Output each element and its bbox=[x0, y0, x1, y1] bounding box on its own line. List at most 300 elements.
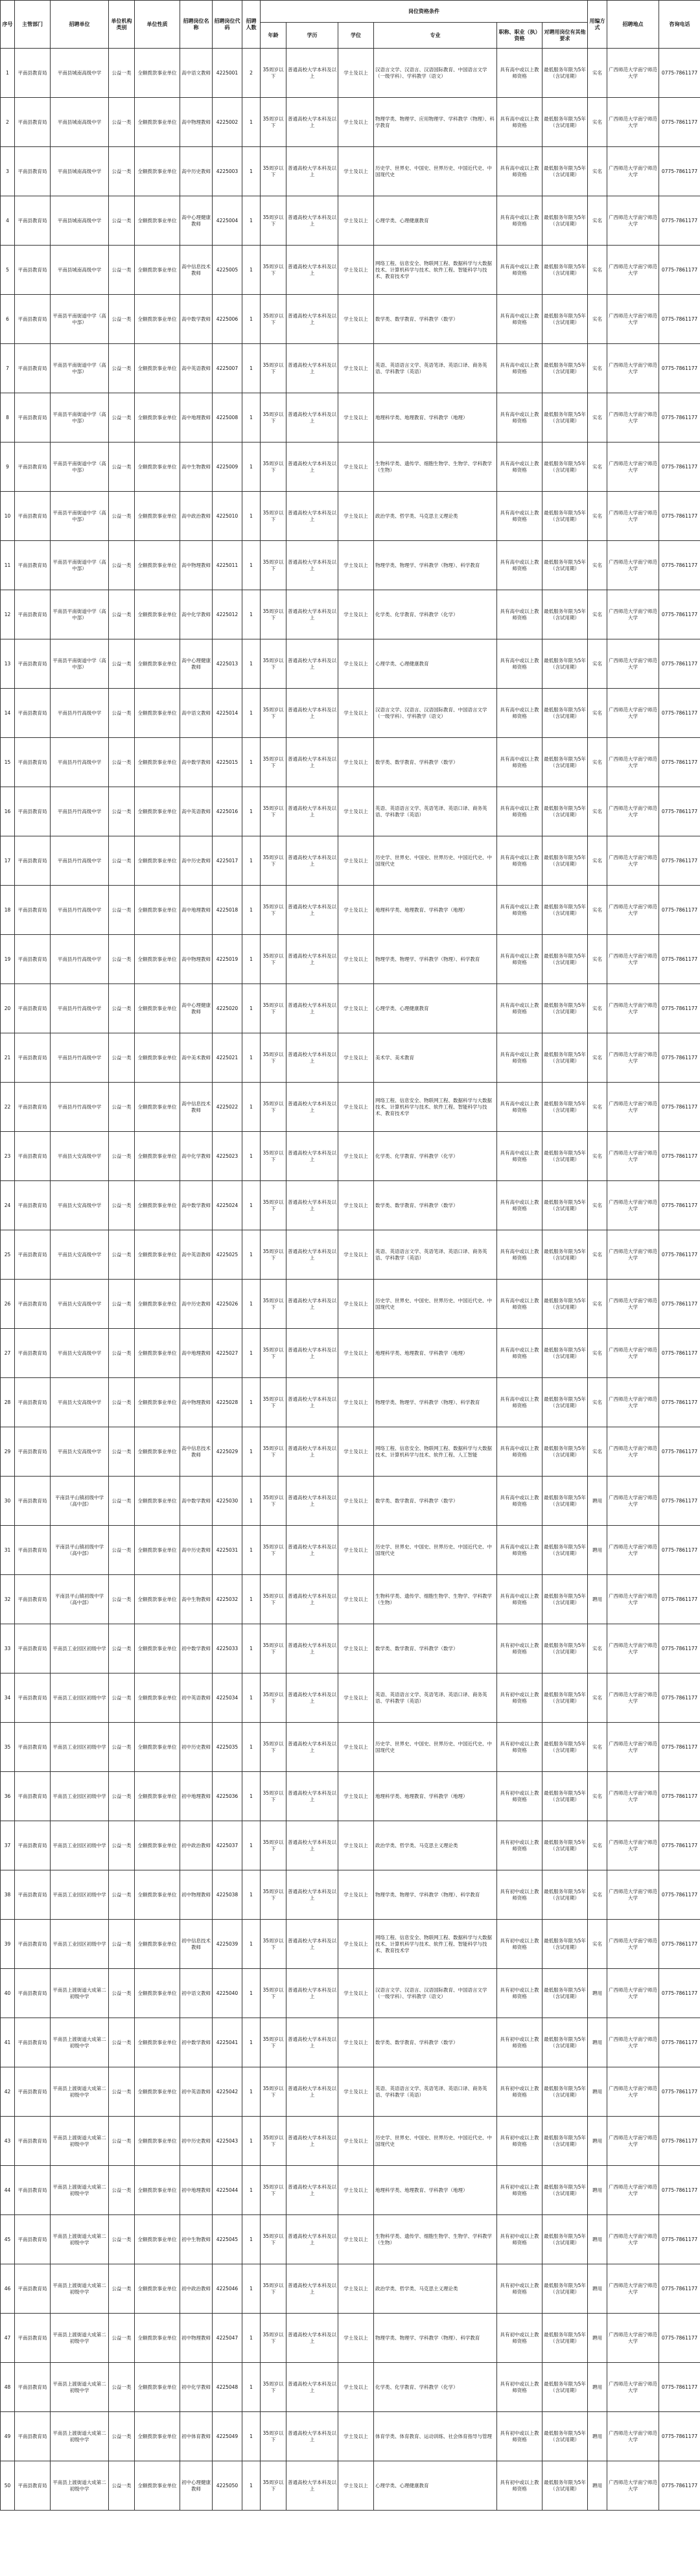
cell-title: 具有初中或以上教师资格 bbox=[497, 2018, 542, 2067]
cell-degree: 学士及以上 bbox=[338, 1230, 374, 1280]
cell-post-code: 4225014 bbox=[213, 689, 242, 738]
cell-site: 广西师范大学南宁师范大学 bbox=[607, 787, 659, 836]
table-row bbox=[1, 2215, 700, 2264]
cell-other: 最低服务年限为5年（含试用期） bbox=[542, 393, 588, 443]
cell-org-type: 公益一类 bbox=[109, 1870, 135, 1920]
cell-degree: 学士及以上 bbox=[338, 1378, 374, 1427]
cell-degree: 学士及以上 bbox=[338, 492, 374, 541]
cell-other: 最低服务年限为5年（含试用期） bbox=[542, 738, 588, 787]
cell-unit: 平南县上渡街道大成第二初级中学 bbox=[51, 2461, 109, 2511]
cell-post-name: 初中数学教师 bbox=[180, 1624, 213, 1673]
cell-edu: 普通高校大学本科及以上 bbox=[286, 98, 338, 147]
cell-post-code: 4225012 bbox=[213, 590, 242, 639]
cell-title: 具有高中或以上教师资格 bbox=[497, 196, 542, 246]
cell-post-name: 高中物理教师 bbox=[180, 1378, 213, 1427]
table-row bbox=[1, 492, 700, 541]
cell-contact: 0775-7861177 bbox=[659, 541, 700, 590]
cell-post-name: 高中语文教师 bbox=[180, 689, 213, 738]
cell-unit: 平南县丹竹高级中学 bbox=[51, 738, 109, 787]
cell-seq: 21 bbox=[1, 1033, 15, 1083]
cell-post-name: 初中化学教师 bbox=[180, 2363, 213, 2412]
cell-degree: 学士及以上 bbox=[338, 2117, 374, 2166]
table-row bbox=[1, 1033, 700, 1083]
cell-count: 1 bbox=[242, 1575, 261, 1624]
cell-seq: 49 bbox=[1, 2412, 15, 2461]
cell-unit: 平南县丹竹高级中学 bbox=[51, 984, 109, 1033]
cell-unit-nature: 全额拨款事业单位 bbox=[135, 1526, 180, 1575]
cell-contact: 0775-7861177 bbox=[659, 836, 700, 886]
cell-age: 35周岁以下 bbox=[261, 2461, 286, 2511]
cell-dept: 平南县教育局 bbox=[15, 196, 51, 246]
cell-edu: 普通高校大学本科及以上 bbox=[286, 1673, 338, 1723]
cell-post-code: 4225002 bbox=[213, 98, 242, 147]
cell-dept: 平南县教育局 bbox=[15, 443, 51, 492]
cell-count: 1 bbox=[242, 295, 261, 344]
cell-seq: 17 bbox=[1, 836, 15, 886]
cell-dept: 平南县教育局 bbox=[15, 1280, 51, 1329]
cell-title: 具有高中或以上教师资格 bbox=[497, 689, 542, 738]
cell-age: 35周岁以下 bbox=[261, 1821, 286, 1870]
cell-edu: 普通高校大学本科及以上 bbox=[286, 443, 338, 492]
cell-org-type: 公益一类 bbox=[109, 2117, 135, 2166]
cell-count: 1 bbox=[242, 1230, 261, 1280]
cell-edu: 普通高校大学本科及以上 bbox=[286, 147, 338, 196]
cell-site: 广西师范大学南宁师范大学 bbox=[607, 49, 659, 98]
cell-post-code: 4225029 bbox=[213, 1427, 242, 1477]
cell-site: 广西师范大学南宁师范大学 bbox=[607, 541, 659, 590]
cell-age: 35周岁以下 bbox=[261, 2314, 286, 2363]
table-row bbox=[1, 1772, 700, 1821]
cell-count: 1 bbox=[242, 1673, 261, 1723]
cell-seq: 13 bbox=[1, 639, 15, 689]
cell-recruit: 实名 bbox=[588, 1329, 607, 1378]
cell-other: 最低服务年限为5年（含试用期） bbox=[542, 984, 588, 1033]
cell-age: 35周岁以下 bbox=[261, 1673, 286, 1723]
cell-age: 35周岁以下 bbox=[261, 1969, 286, 2018]
cell-site: 广西师范大学南宁师范大学 bbox=[607, 2117, 659, 2166]
cell-org-type: 公益一类 bbox=[109, 590, 135, 639]
cell-title: 具有高中或以上教师资格 bbox=[497, 443, 542, 492]
cell-count: 1 bbox=[242, 1033, 261, 1083]
cell-unit-nature: 全额拨款事业单位 bbox=[135, 1329, 180, 1378]
cell-post-name: 初中地理教师 bbox=[180, 1772, 213, 1821]
cell-org-type: 公益一类 bbox=[109, 1821, 135, 1870]
cell-edu: 普通高校大学本科及以上 bbox=[286, 492, 338, 541]
cell-recruit: 实名 bbox=[588, 886, 607, 935]
cell-other: 最低服务年限为5年（含试用期） bbox=[542, 1230, 588, 1280]
cell-post-code: 4225041 bbox=[213, 2018, 242, 2067]
cell-count: 1 bbox=[242, 2264, 261, 2314]
header-org-type: 单位机构类别 bbox=[109, 1, 135, 49]
cell-count: 1 bbox=[242, 147, 261, 196]
cell-major: 生物科学类、遗传学、细胞生物学、生物学、学科教学（生物） bbox=[374, 443, 497, 492]
cell-org-type: 公益一类 bbox=[109, 1969, 135, 2018]
cell-degree: 学士及以上 bbox=[338, 2461, 374, 2511]
cell-age: 35周岁以下 bbox=[261, 886, 286, 935]
cell-dept: 平南县教育局 bbox=[15, 1477, 51, 1526]
cell-site: 广西师范大学南宁师范大学 bbox=[607, 1526, 659, 1575]
cell-seq: 31 bbox=[1, 1526, 15, 1575]
cell-degree: 学士及以上 bbox=[338, 1033, 374, 1083]
cell-site: 广西师范大学南宁师范大学 bbox=[607, 836, 659, 886]
cell-site: 广西师范大学南宁师范大学 bbox=[607, 443, 659, 492]
table-row bbox=[1, 2461, 700, 2511]
cell-org-type: 公益一类 bbox=[109, 393, 135, 443]
cell-contact: 0775-7861177 bbox=[659, 49, 700, 98]
cell-seq: 27 bbox=[1, 1329, 15, 1378]
cell-other: 最低服务年限为5年（含试用期） bbox=[542, 1280, 588, 1329]
cell-org-type: 公益一类 bbox=[109, 1920, 135, 1969]
cell-unit: 平南县丹竹高级中学 bbox=[51, 836, 109, 886]
cell-major: 网络工程、信息安全、物联网工程、数据科学与大数据技术、计算机科学与技术、软件工程、智能科学与技术、教育技术学 bbox=[374, 1083, 497, 1132]
cell-title: 具有高中或以上教师资格 bbox=[497, 1230, 542, 1280]
cell-contact: 0775-7861177 bbox=[659, 2117, 700, 2166]
cell-count: 1 bbox=[242, 836, 261, 886]
cell-count: 1 bbox=[242, 1920, 261, 1969]
cell-other: 最低服务年限为5年（含试用期） bbox=[542, 2166, 588, 2215]
cell-edu: 普通高校大学本科及以上 bbox=[286, 1230, 338, 1280]
cell-org-type: 公益一类 bbox=[109, 1624, 135, 1673]
cell-dept: 平南县教育局 bbox=[15, 295, 51, 344]
cell-age: 35周岁以下 bbox=[261, 1280, 286, 1329]
cell-dept: 平南县教育局 bbox=[15, 1132, 51, 1181]
cell-recruit: 聘用 bbox=[588, 2018, 607, 2067]
cell-edu: 普通高校大学本科及以上 bbox=[286, 984, 338, 1033]
cell-org-type: 公益一类 bbox=[109, 1378, 135, 1427]
cell-other: 最低服务年限为5年（含试用期） bbox=[542, 1772, 588, 1821]
cell-age: 35周岁以下 bbox=[261, 1526, 286, 1575]
cell-unit-nature: 全额拨款事业单位 bbox=[135, 541, 180, 590]
cell-seq: 4 bbox=[1, 196, 15, 246]
cell-unit-nature: 全额拨款事业单位 bbox=[135, 2412, 180, 2461]
cell-dept: 平南县教育局 bbox=[15, 2363, 51, 2412]
cell-major: 美术学、美术教育 bbox=[374, 1033, 497, 1083]
cell-count: 1 bbox=[242, 1526, 261, 1575]
cell-dept: 平南县教育局 bbox=[15, 2264, 51, 2314]
cell-title: 具有高中或以上教师资格 bbox=[497, 738, 542, 787]
cell-recruit: 聘用 bbox=[588, 2166, 607, 2215]
cell-count: 1 bbox=[242, 1132, 261, 1181]
cell-org-type: 公益一类 bbox=[109, 639, 135, 689]
cell-post-name: 高中英语教师 bbox=[180, 344, 213, 393]
cell-post-name: 高中地理教师 bbox=[180, 1329, 213, 1378]
cell-seq: 33 bbox=[1, 1624, 15, 1673]
cell-dept: 平南县教育局 bbox=[15, 1575, 51, 1624]
cell-age: 35周岁以下 bbox=[261, 246, 286, 295]
cell-dept: 平南县教育局 bbox=[15, 2215, 51, 2264]
cell-dept: 平南县教育局 bbox=[15, 98, 51, 147]
cell-post-code: 4225035 bbox=[213, 1723, 242, 1772]
table-row bbox=[1, 984, 700, 1033]
cell-major: 生物科学类、遗传学、细胞生物学、生物学、学科教学（生物） bbox=[374, 1575, 497, 1624]
cell-recruit: 聘用 bbox=[588, 2461, 607, 2511]
cell-count: 1 bbox=[242, 2363, 261, 2412]
cell-dept: 平南县教育局 bbox=[15, 1230, 51, 1280]
cell-post-code: 4225033 bbox=[213, 1624, 242, 1673]
table-row bbox=[1, 2412, 700, 2461]
cell-recruit: 实名 bbox=[588, 984, 607, 1033]
cell-unit: 平南县工业园区初级中学 bbox=[51, 1624, 109, 1673]
header-post-name: 招聘岗位名称 bbox=[180, 1, 213, 49]
cell-major: 物理学类、物理学、学科教学（物理）、科学教育 bbox=[374, 935, 497, 984]
cell-unit: 平南县平南街道中学（高中部） bbox=[51, 393, 109, 443]
cell-recruit: 实名 bbox=[588, 1083, 607, 1132]
table-row bbox=[1, 246, 700, 295]
table-row bbox=[1, 443, 700, 492]
cell-post-code: 4225028 bbox=[213, 1378, 242, 1427]
cell-seq: 36 bbox=[1, 1772, 15, 1821]
cell-degree: 学士及以上 bbox=[338, 1624, 374, 1673]
cell-degree: 学士及以上 bbox=[338, 2314, 374, 2363]
cell-unit: 平南县上渡街道大成第二初级中学 bbox=[51, 2117, 109, 2166]
cell-age: 35周岁以下 bbox=[261, 1920, 286, 1969]
cell-title: 具有初中或以上教师资格 bbox=[497, 1723, 542, 1772]
cell-org-type: 公益一类 bbox=[109, 344, 135, 393]
cell-site: 广西师范大学南宁师范大学 bbox=[607, 1181, 659, 1230]
cell-other: 最低服务年限为5年（含试用期） bbox=[542, 1673, 588, 1723]
cell-unit-nature: 全额拨款事业单位 bbox=[135, 1969, 180, 2018]
cell-post-name: 高中信息技术教师 bbox=[180, 1427, 213, 1477]
cell-dept: 平南县教育局 bbox=[15, 541, 51, 590]
cell-title: 具有高中或以上教师资格 bbox=[497, 246, 542, 295]
cell-major: 英语、英语语言文学、英语笔译、英语口译、商务英语、学科教学（英语） bbox=[374, 2067, 497, 2117]
cell-seq: 19 bbox=[1, 935, 15, 984]
cell-unit-nature: 全额拨款事业单位 bbox=[135, 1427, 180, 1477]
cell-title: 具有高中或以上教师资格 bbox=[497, 984, 542, 1033]
cell-dept: 平南县教育局 bbox=[15, 1181, 51, 1230]
header-recruit: 用编方式 bbox=[588, 1, 607, 49]
cell-org-type: 公益一类 bbox=[109, 1329, 135, 1378]
table-row bbox=[1, 147, 700, 196]
cell-age: 35周岁以下 bbox=[261, 2067, 286, 2117]
cell-recruit: 聘用 bbox=[588, 1575, 607, 1624]
cell-dept: 平南县教育局 bbox=[15, 1870, 51, 1920]
cell-unit-nature: 全额拨款事业单位 bbox=[135, 246, 180, 295]
cell-recruit: 实名 bbox=[588, 1870, 607, 1920]
cell-edu: 普通高校大学本科及以上 bbox=[286, 1526, 338, 1575]
cell-degree: 学士及以上 bbox=[338, 1526, 374, 1575]
table-row bbox=[1, 1673, 700, 1723]
cell-seq: 29 bbox=[1, 1427, 15, 1477]
cell-contact: 0775-7861177 bbox=[659, 1033, 700, 1083]
table-header bbox=[1, 1, 700, 49]
cell-count: 1 bbox=[242, 1821, 261, 1870]
cell-contact: 0775-7861177 bbox=[659, 1083, 700, 1132]
cell-post-code: 4225025 bbox=[213, 1230, 242, 1280]
cell-post-code: 4225026 bbox=[213, 1280, 242, 1329]
cell-site: 广西师范大学南宁师范大学 bbox=[607, 492, 659, 541]
cell-other: 最低服务年限为5年（含试用期） bbox=[542, 886, 588, 935]
cell-post-name: 初中地理教师 bbox=[180, 2166, 213, 2215]
cell-unit: 平南县上渡街道大成第二初级中学 bbox=[51, 2166, 109, 2215]
cell-unit-nature: 全额拨款事业单位 bbox=[135, 984, 180, 1033]
table-row bbox=[1, 2018, 700, 2067]
cell-post-code: 4225032 bbox=[213, 1575, 242, 1624]
cell-post-name: 高中数学教师 bbox=[180, 1181, 213, 1230]
cell-contact: 0775-7861177 bbox=[659, 295, 700, 344]
cell-age: 35周岁以下 bbox=[261, 98, 286, 147]
cell-major: 地理科学类、地理教育、学科教学（地理） bbox=[374, 886, 497, 935]
cell-contact: 0775-7861177 bbox=[659, 984, 700, 1033]
cell-major: 化学类、化学教育、学科教学（化学） bbox=[374, 590, 497, 639]
table-row bbox=[1, 98, 700, 147]
cell-other: 最低服务年限为5年（含试用期） bbox=[542, 443, 588, 492]
cell-count: 1 bbox=[242, 1624, 261, 1673]
cell-post-code: 4225050 bbox=[213, 2461, 242, 2511]
cell-unit: 平南县平南街道中学（高中部） bbox=[51, 590, 109, 639]
table-row bbox=[1, 2363, 700, 2412]
cell-seq: 34 bbox=[1, 1673, 15, 1723]
cell-degree: 学士及以上 bbox=[338, 1329, 374, 1378]
cell-post-code: 4225027 bbox=[213, 1329, 242, 1378]
cell-post-name: 高中地理教师 bbox=[180, 886, 213, 935]
cell-edu: 普通高校大学本科及以上 bbox=[286, 886, 338, 935]
cell-contact: 0775-7861177 bbox=[659, 639, 700, 689]
cell-contact: 0775-7861177 bbox=[659, 1624, 700, 1673]
cell-contact: 0775-7861177 bbox=[659, 2363, 700, 2412]
cell-edu: 普通高校大学本科及以上 bbox=[286, 2018, 338, 2067]
cell-unit: 平南县平南街道中学（高中部） bbox=[51, 344, 109, 393]
cell-org-type: 公益一类 bbox=[109, 196, 135, 246]
cell-edu: 普通高校大学本科及以上 bbox=[286, 246, 338, 295]
cell-unit: 平南县丹竹高级中学 bbox=[51, 935, 109, 984]
cell-dept: 平南县教育局 bbox=[15, 2412, 51, 2461]
cell-count: 1 bbox=[242, 787, 261, 836]
cell-major: 历史学、世界史、中国史、世界历史、中国近代史、中国现代史 bbox=[374, 1526, 497, 1575]
cell-org-type: 公益一类 bbox=[109, 2166, 135, 2215]
cell-post-code: 4225024 bbox=[213, 1181, 242, 1230]
cell-post-name: 高中心理健康教师 bbox=[180, 196, 213, 246]
cell-edu: 普通高校大学本科及以上 bbox=[286, 2314, 338, 2363]
cell-title: 具有高中或以上教师资格 bbox=[497, 1033, 542, 1083]
cell-contact: 0775-7861177 bbox=[659, 393, 700, 443]
cell-dept: 平南县教育局 bbox=[15, 2461, 51, 2511]
table-row bbox=[1, 2166, 700, 2215]
cell-unit-nature: 全额拨款事业单位 bbox=[135, 492, 180, 541]
cell-degree: 学士及以上 bbox=[338, 49, 374, 98]
cell-post-code: 4225043 bbox=[213, 2117, 242, 2166]
cell-other: 最低服务年限为5年（含试用期） bbox=[542, 2461, 588, 2511]
cell-site: 广西师范大学南宁师范大学 bbox=[607, 2166, 659, 2215]
cell-org-type: 公益一类 bbox=[109, 1132, 135, 1181]
cell-recruit: 实名 bbox=[588, 196, 607, 246]
cell-other: 最低服务年限为5年（含试用期） bbox=[542, 147, 588, 196]
cell-major: 心理学类、心理健康教育 bbox=[374, 2461, 497, 2511]
cell-title: 具有高中或以上教师资格 bbox=[497, 1083, 542, 1132]
cell-other: 最低服务年限为5年（含试用期） bbox=[542, 49, 588, 98]
cell-dept: 平南县教育局 bbox=[15, 590, 51, 639]
cell-recruit: 实名 bbox=[588, 1772, 607, 1821]
cell-count: 1 bbox=[242, 492, 261, 541]
cell-count: 2 bbox=[242, 49, 261, 98]
cell-post-code: 4225044 bbox=[213, 2166, 242, 2215]
cell-seq: 14 bbox=[1, 689, 15, 738]
cell-title: 具有初中或以上教师资格 bbox=[497, 2264, 542, 2314]
cell-dept: 平南县教育局 bbox=[15, 1821, 51, 1870]
cell-contact: 0775-7861177 bbox=[659, 935, 700, 984]
cell-degree: 学士及以上 bbox=[338, 2215, 374, 2264]
table-row bbox=[1, 344, 700, 393]
cell-unit: 平南县平南街道中学（高中部） bbox=[51, 492, 109, 541]
cell-unit: 平南县工业园区初级中学 bbox=[51, 1821, 109, 1870]
cell-unit-nature: 全额拨款事业单位 bbox=[135, 1083, 180, 1132]
cell-site: 广西师范大学南宁师范大学 bbox=[607, 689, 659, 738]
cell-major: 心理学类、心理健康教育 bbox=[374, 196, 497, 246]
cell-seq: 15 bbox=[1, 738, 15, 787]
cell-contact: 0775-7861177 bbox=[659, 2067, 700, 2117]
table-row bbox=[1, 2314, 700, 2363]
cell-other: 最低服务年限为5年（含试用期） bbox=[542, 246, 588, 295]
cell-age: 35周岁以下 bbox=[261, 393, 286, 443]
cell-post-code: 4225034 bbox=[213, 1673, 242, 1723]
cell-age: 35周岁以下 bbox=[261, 541, 286, 590]
cell-count: 1 bbox=[242, 2067, 261, 2117]
cell-title: 具有高中或以上教师资格 bbox=[497, 1575, 542, 1624]
cell-edu: 普通高校大学本科及以上 bbox=[286, 1033, 338, 1083]
table-row bbox=[1, 1083, 700, 1132]
cell-title: 具有高中或以上教师资格 bbox=[497, 49, 542, 98]
table-row bbox=[1, 393, 700, 443]
cell-edu: 普通高校大学本科及以上 bbox=[286, 393, 338, 443]
cell-site: 广西师范大学南宁师范大学 bbox=[607, 639, 659, 689]
cell-org-type: 公益一类 bbox=[109, 886, 135, 935]
cell-seq: 50 bbox=[1, 2461, 15, 2511]
header-contact: 咨询电话 bbox=[659, 1, 700, 49]
table-row bbox=[1, 1870, 700, 1920]
cell-title: 具有高中或以上教师资格 bbox=[497, 344, 542, 393]
cell-title: 具有高中或以上教师资格 bbox=[497, 590, 542, 639]
cell-degree: 学士及以上 bbox=[338, 344, 374, 393]
cell-unit-nature: 全额拨款事业单位 bbox=[135, 295, 180, 344]
cell-major: 网络工程、信息安全、物联网工程、数据科学与大数据技术、计算机科学与技术、软件工程、人工智能 bbox=[374, 1427, 497, 1477]
cell-recruit: 聘用 bbox=[588, 2314, 607, 2363]
cell-post-code: 4225007 bbox=[213, 344, 242, 393]
cell-dept: 平南县教育局 bbox=[15, 2067, 51, 2117]
cell-degree: 学士及以上 bbox=[338, 590, 374, 639]
cell-post-code: 4225048 bbox=[213, 2363, 242, 2412]
cell-count: 1 bbox=[242, 1723, 261, 1772]
header-unit: 招聘单位 bbox=[51, 1, 109, 49]
cell-major: 历史学、世界史、中国史、世界历史、中国近代史、中国现代史 bbox=[374, 2117, 497, 2166]
cell-post-code: 4225015 bbox=[213, 738, 242, 787]
cell-unit: 平南县丹竹高级中学 bbox=[51, 787, 109, 836]
cell-contact: 0775-7861177 bbox=[659, 2461, 700, 2511]
cell-major: 网络工程、信息安全、物联网工程、数据科学与大数据技术、计算机科学与技术、软件工程、智能科学与技术、教育技术学 bbox=[374, 246, 497, 295]
cell-count: 1 bbox=[242, 886, 261, 935]
cell-major: 历史学、世界史、中国史、世界历史、中国近代史、中国现代史 bbox=[374, 836, 497, 886]
cell-edu: 普通高校大学本科及以上 bbox=[286, 1181, 338, 1230]
cell-degree: 学士及以上 bbox=[338, 886, 374, 935]
cell-title: 具有高中或以上教师资格 bbox=[497, 295, 542, 344]
cell-other: 最低服务年限为5年（含试用期） bbox=[542, 1132, 588, 1181]
cell-count: 1 bbox=[242, 1329, 261, 1378]
cell-site: 广西师范大学南宁师范大学 bbox=[607, 246, 659, 295]
cell-recruit: 聘用 bbox=[588, 1969, 607, 2018]
cell-unit-nature: 全额拨款事业单位 bbox=[135, 443, 180, 492]
cell-post-code: 4225031 bbox=[213, 1526, 242, 1575]
cell-site: 广西师范大学南宁师范大学 bbox=[607, 393, 659, 443]
cell-org-type: 公益一类 bbox=[109, 147, 135, 196]
cell-count: 1 bbox=[242, 1969, 261, 2018]
cell-seq: 37 bbox=[1, 1821, 15, 1870]
cell-post-name: 高中信息技术教师 bbox=[180, 246, 213, 295]
cell-other: 最低服务年限为5年（含试用期） bbox=[542, 492, 588, 541]
cell-major: 汉语言文学、汉语言、汉语国际教育、中国语言文学（一级学科）、学科教学（语文） bbox=[374, 1969, 497, 2018]
cell-count: 1 bbox=[242, 2314, 261, 2363]
cell-dept: 平南县教育局 bbox=[15, 2166, 51, 2215]
cell-seq: 12 bbox=[1, 590, 15, 639]
cell-site: 广西师范大学南宁师范大学 bbox=[607, 2461, 659, 2511]
